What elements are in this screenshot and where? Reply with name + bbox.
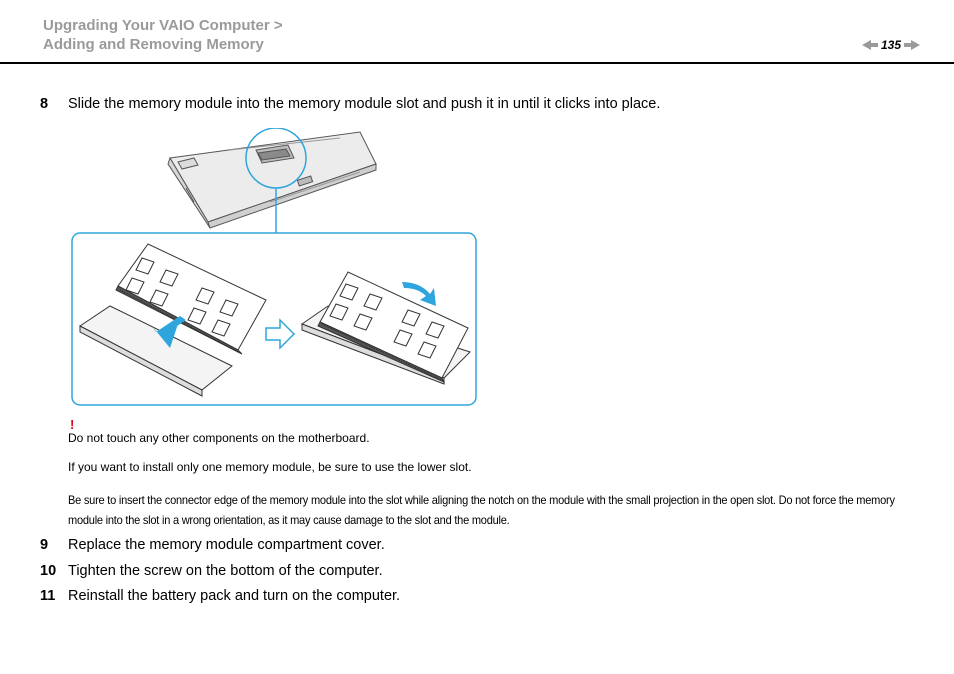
memory-installation-illustration — [70, 128, 480, 408]
warning-icon: ! — [70, 417, 75, 432]
note-motherboard: Do not touch any other components on the motherboard. — [68, 431, 370, 445]
step-text: Slide the memory module into the memory module slot and push it in until it clicks into place. — [68, 96, 661, 112]
previous-page-arrow-icon[interactable] — [862, 40, 878, 50]
step-text: Reinstall the battery pack and turn on the computer. — [68, 588, 401, 604]
step-text: Replace the memory module compartment cover. — [68, 537, 385, 553]
note-lower-slot: If you want to install only one memory module, be sure to use the lower slot. — [68, 460, 472, 474]
step-text: Tighten the screw on the bottom of the computer. — [68, 563, 383, 579]
laptop-bottom-icon — [168, 132, 376, 228]
step-number: 8 — [40, 96, 49, 112]
breadcrumb-page: Adding and Removing Memory — [43, 36, 264, 53]
header-divider — [0, 62, 954, 64]
step-number: 10 — [40, 563, 57, 579]
step-number: 11 — [40, 588, 56, 604]
note-orientation: Be sure to insert the connector edge of the memory module into the slot while aligning the notch on the module with the small projection in the open slot. Do not force the memory module into the slot in a wrong orientation, as it may cause damage to the slot and the module. — [68, 493, 895, 527]
page-number: 135 — [881, 38, 902, 52]
next-page-arrow-icon[interactable] — [904, 40, 920, 50]
breadcrumb-section[interactable]: Upgrading Your VAIO Computer > — [43, 17, 283, 34]
page-navigation — [862, 37, 920, 53]
breadcrumb — [43, 16, 283, 54]
step-number: 9 — [40, 537, 49, 553]
